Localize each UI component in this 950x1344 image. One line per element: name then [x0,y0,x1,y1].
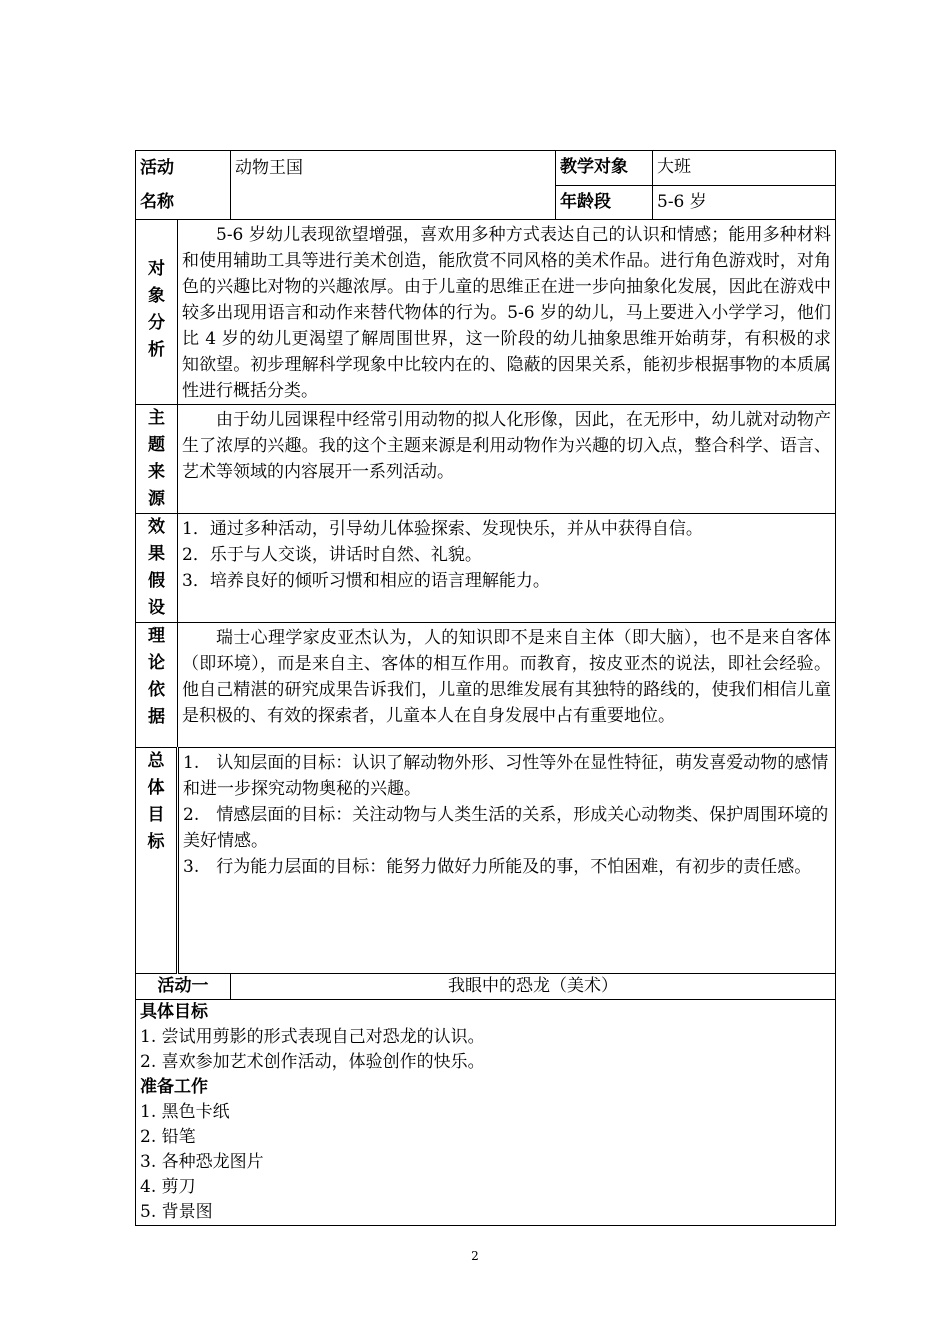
label-char: 设 [148,598,165,618]
label-char: 分 [148,313,165,333]
goals-label [136,748,178,974]
activity-goal-item: 2. 喜欢参加艺术创作活动，体验创作的快乐。 [140,1052,485,1072]
goal-item: 2. 情感层面的目标：关注动物与人类生活的关系，形成关心动物类、保护周围环境的美好情感。 [183,805,829,851]
activity-label-line-2: 名称 [140,192,174,212]
age-value: 5-6 岁 [653,185,836,220]
goals-content [178,748,836,974]
label-char: 对 [148,259,165,279]
prep-item: 4. 剪刀 [140,1177,196,1197]
activity-name-value: 动物王国 [231,151,556,220]
prep-heading: 准备工作 [140,1077,208,1097]
theory-row [136,623,836,748]
activity-label-line-1: 活动 [140,158,174,178]
analysis-text: 5-6 岁幼儿表现欲望增强，喜欢用多种方式表达自己的认识和情感；能用多种材料和使用辅助工具等进行美术创造，能欣赏不同风格的美术作品。进行角色游戏时，对角色的兴趣比对物的兴趣浓厚。由于儿童的思维正在进一步向抽象化发展，因此在游戏中较多出现用语言和动作来替代物体的行为。5-6 岁的幼儿，马上要进入小学学习，他们比 4 岁的幼儿更渴望了解周围世界，这一阶段的幼儿抽象思维开始萌芽，有积极的求知欲望。初步理解科学现象中比较内在的、隐蔽的因果关系，能初步根据事物的本质属性进行概括分类。 [182,225,831,401]
source-content [178,405,836,514]
hypothesis-row [136,514,836,623]
goal-heading: 具体目标 [140,1002,208,1022]
activity-name-label [136,151,231,220]
theory-content [178,623,836,748]
page-number: 2 [471,1249,479,1263]
prep-item: 2. 铅笔 [140,1127,196,1147]
age-label: 年龄段 [556,185,653,220]
label-char: 体 [147,778,165,798]
goal-item: 3. 行为能力层面的目标：能努力做好力所能及的事，不怕困难，有初步的责任感。 [183,857,812,877]
label-char: 主 [148,408,165,428]
label-char: 据 [148,707,165,727]
header-row-1 [136,151,836,186]
analysis-label [136,220,178,405]
hypothesis-item: 1．通过多种活动，引导幼儿体验探索、发现快乐，并从中获得自信。 [182,519,703,539]
source-label [136,405,178,514]
activity-one-details-row [136,1000,836,1226]
theory-label [136,623,178,748]
label-char: 论 [148,653,165,673]
label-char: 目 [147,805,165,825]
label-char: 理 [148,626,165,646]
label-char: 源 [148,489,165,509]
hypothesis-content [178,514,836,623]
theory-text: 瑞士心理学家皮亚杰认为，人的知识即不是来自主体（即大脑），也不是来自客体（即环境），而是来自主、客体的相互作用。而教育，按皮亚杰的说法，即社会经验。他自己精湛的研究成果告诉我们，儿童的思维发展有其独特的路线的，使我们相信儿童是积极的、有效的探索者，儿童本人在自身发展中占有重要地位。 [182,628,831,726]
activity-one-details [136,1000,836,1226]
analysis-content [178,220,836,405]
target-value: 大班 [653,151,836,186]
analysis-row [136,220,836,405]
label-char: 析 [148,340,165,360]
hypothesis-item: 2．乐于与人交谈，讲话时自然、礼貌。 [182,545,482,565]
prep-item: 1. 黑色卡纸 [140,1102,230,1122]
activity-one-title: 我眼中的恐龙（美术） [231,974,836,1000]
activity-one-label: 活动一 [136,974,231,1000]
source-row [136,405,836,514]
activity-plan-table [135,150,836,1226]
activity-goal-item: 1. 尝试用剪影的形式表现自己对恐龙的认识。 [140,1027,485,1047]
goals-row [136,748,836,974]
hypothesis-label [136,514,178,623]
label-char: 效 [148,517,165,537]
label-char: 果 [148,544,165,564]
label-char: 来 [148,462,165,482]
hypothesis-item: 3．培养良好的倾听习惯和相应的语言理解能力。 [182,571,550,591]
label-char: 假 [148,571,165,591]
label-char: 象 [148,286,165,306]
target-label: 教学对象 [556,151,653,186]
prep-item: 5. 背景图 [140,1202,213,1222]
label-char: 依 [148,680,165,700]
source-text: 由于幼儿园课程中经常引用动物的拟人化形像，因此，在无形中，幼儿就对动物产生了浓厚的兴趣。我的这个主题来源是利用动物作为兴趣的切入点，整合科学、语言、艺术等领域的内容展开一系列活动。 [182,410,831,482]
goal-item: 1. 认知层面的目标：认识了解动物外形、习性等外在显性特征，萌发喜爱动物的感情和进一步探究动物奥秘的兴趣。 [183,753,829,799]
prep-item: 3. 各种恐龙图片 [140,1152,264,1172]
label-char: 总 [147,751,165,771]
activity-one-row [136,974,836,1000]
label-char: 题 [148,435,165,455]
label-char: 标 [147,832,165,852]
